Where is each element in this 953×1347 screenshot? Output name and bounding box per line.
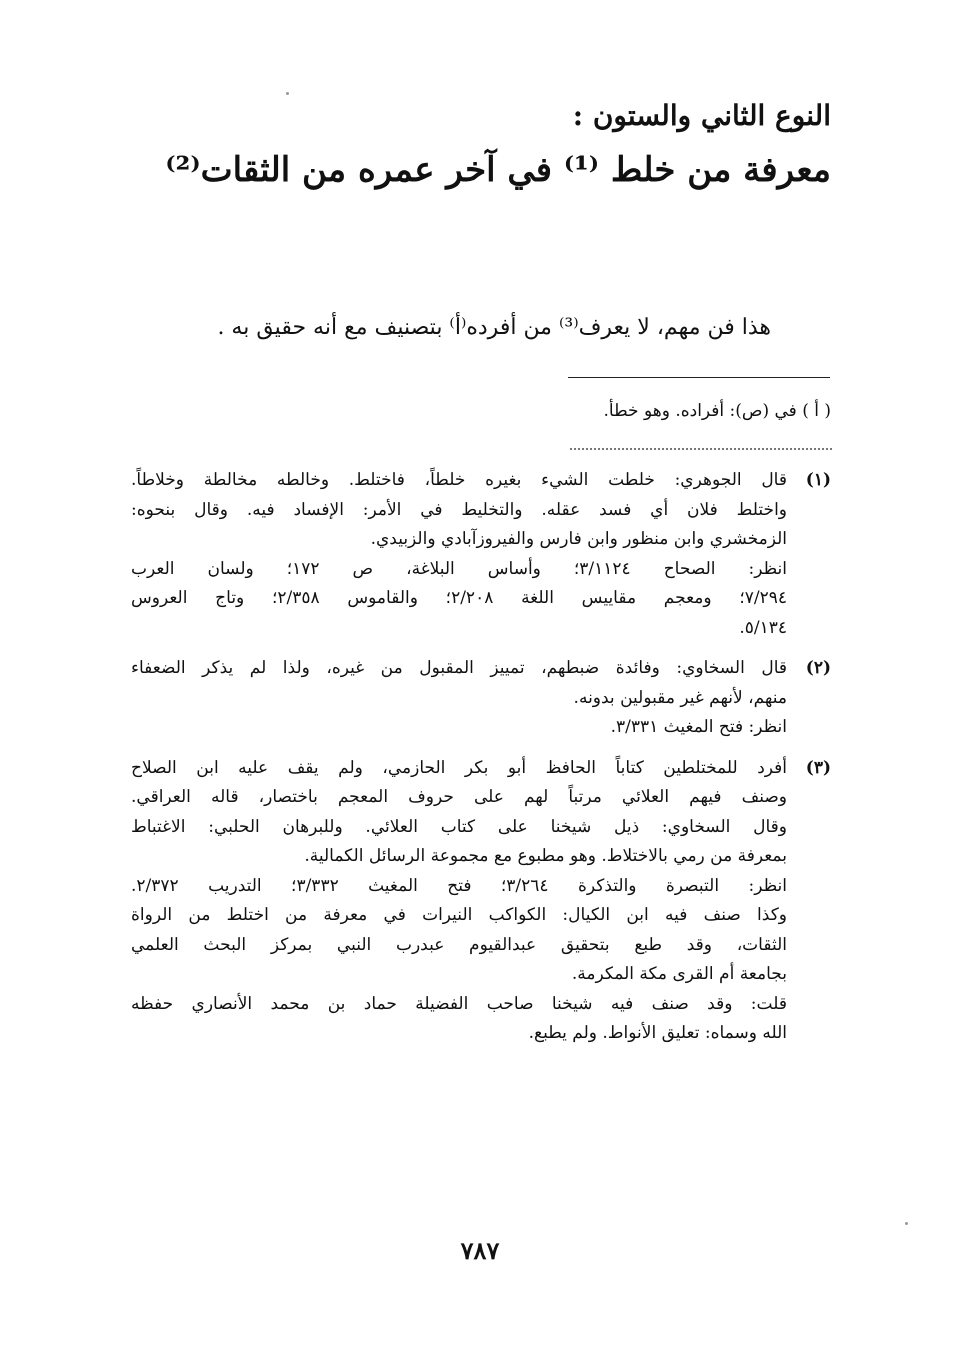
footnote-line: انظر: التبصرة والتذكرة ٣/٢٦٤؛ فتح المغيث ٣/٣٣٢؛ التدريب ٢/٣٧٢. [131,875,787,896]
footnote-line: قلت: وقد صنف فيه شيخنا صاحب الفضيلة حماد بن محمد الأنصاري حفظه [131,993,787,1014]
footnote-line: الثقات، وقد طبع بتحقيق عبدالقيوم عبدرب النبي بمركز البحث العلمي [131,934,787,955]
chapter-heading-line1: النوع الثاني والستون : [572,99,831,132]
footnote-alpha: ( أ ) في (ص): أفراده. وهو خطأ. [603,401,831,421]
footnote-line: أفرد للمختلطين كتاباً الحافظ أبو بكر الحازمي، ولم يقف عليه ابن الصلاح [131,757,787,778]
chapter-heading-line2: معرفة من خلط ⁽¹⁾ في آخر عمره من الثقات⁽²⁾ [165,150,831,190]
dotted-separator [570,448,832,450]
footnote-line: انظر: الصحاح ٣/١١٢٤؛ وأساس البلاغة، ص ١٧٢؛ ولسان العرب [131,558,787,579]
footnote-separator [568,377,830,378]
footnote-line: ٥/١٣٤. [739,617,787,638]
scan-speck [905,1222,908,1225]
footnote-line: ٧/٢٩٤؛ ومعجم مقاييس اللغة ٢/٢٠٨؛ والقاموس ٢/٣٥٨؛ وتاج العروس [131,588,787,608]
footnote-line: قال السخاوي: وفائدة ضبطهم، تمييز المقبول من غيره، ولذا لم يذكر الضعفاء [131,658,787,678]
footnote-line: منهم، لأنهم غير مقبولين بدونه. [573,687,787,708]
footnotes [131,466,831,1060]
footnote-line: الزمخشري وابن منظور وابن فارس والفيروزآبادي والزبيدي. [370,529,787,549]
intro-paragraph: هذا فن مهم، لا يعرف⁽³⁾ من أفرده⁽أ⁾ بتصنيف مع أنه حقيق به . [217,315,771,340]
footnote-line: قال الجوهري: خلطت الشيء بغيره خلطاً، فاختلط. وخالطه مخالطة وخلاطاً. [131,470,787,490]
footnote-1 [131,466,831,643]
chapter-heading [111,92,831,200]
footnote-3 [131,754,831,1049]
footnote-line: وصنف فيهم العلائي مرتباً لهم على حروف المعجم باختصار، قاله العراقي. [131,787,787,807]
footnote-line: بجامعة أم القرى مكة المكرمة. [571,964,787,984]
footnote-number: (٣) [805,757,831,778]
footnote-line: وقال السخاوي: ذيل شيخنا على كتاب العلائي. وللبرهان الحلبي: الاغتباط [131,816,787,837]
page-number: ٧٨٧ [460,1236,500,1265]
footnote-line: واختلط فلان أي فسد عقله. والتخليط في الأمر: الإفساد فيه. وقال بنحوه: [131,499,787,520]
footnote-number: (٢) [805,658,831,678]
footnote-line: انظر: فتح المغيث ٣/٣٣١. [610,717,787,737]
footnote-2 [131,654,831,743]
footnote-line: الله وسماه: تعليق الأنواط. ولم يطبع. [528,1023,787,1043]
footnote-number: (١) [805,470,831,490]
footnote-line: بمعرفة من رمي بالاختلاط. وهو مطبوع مع مجموعة الرسائل الكمالية. [304,846,787,866]
footnote-line: وكذا صنف فيه ابن الكيال: الكواكب النيرات في معرفة من اختلط من الرواة [131,905,787,925]
